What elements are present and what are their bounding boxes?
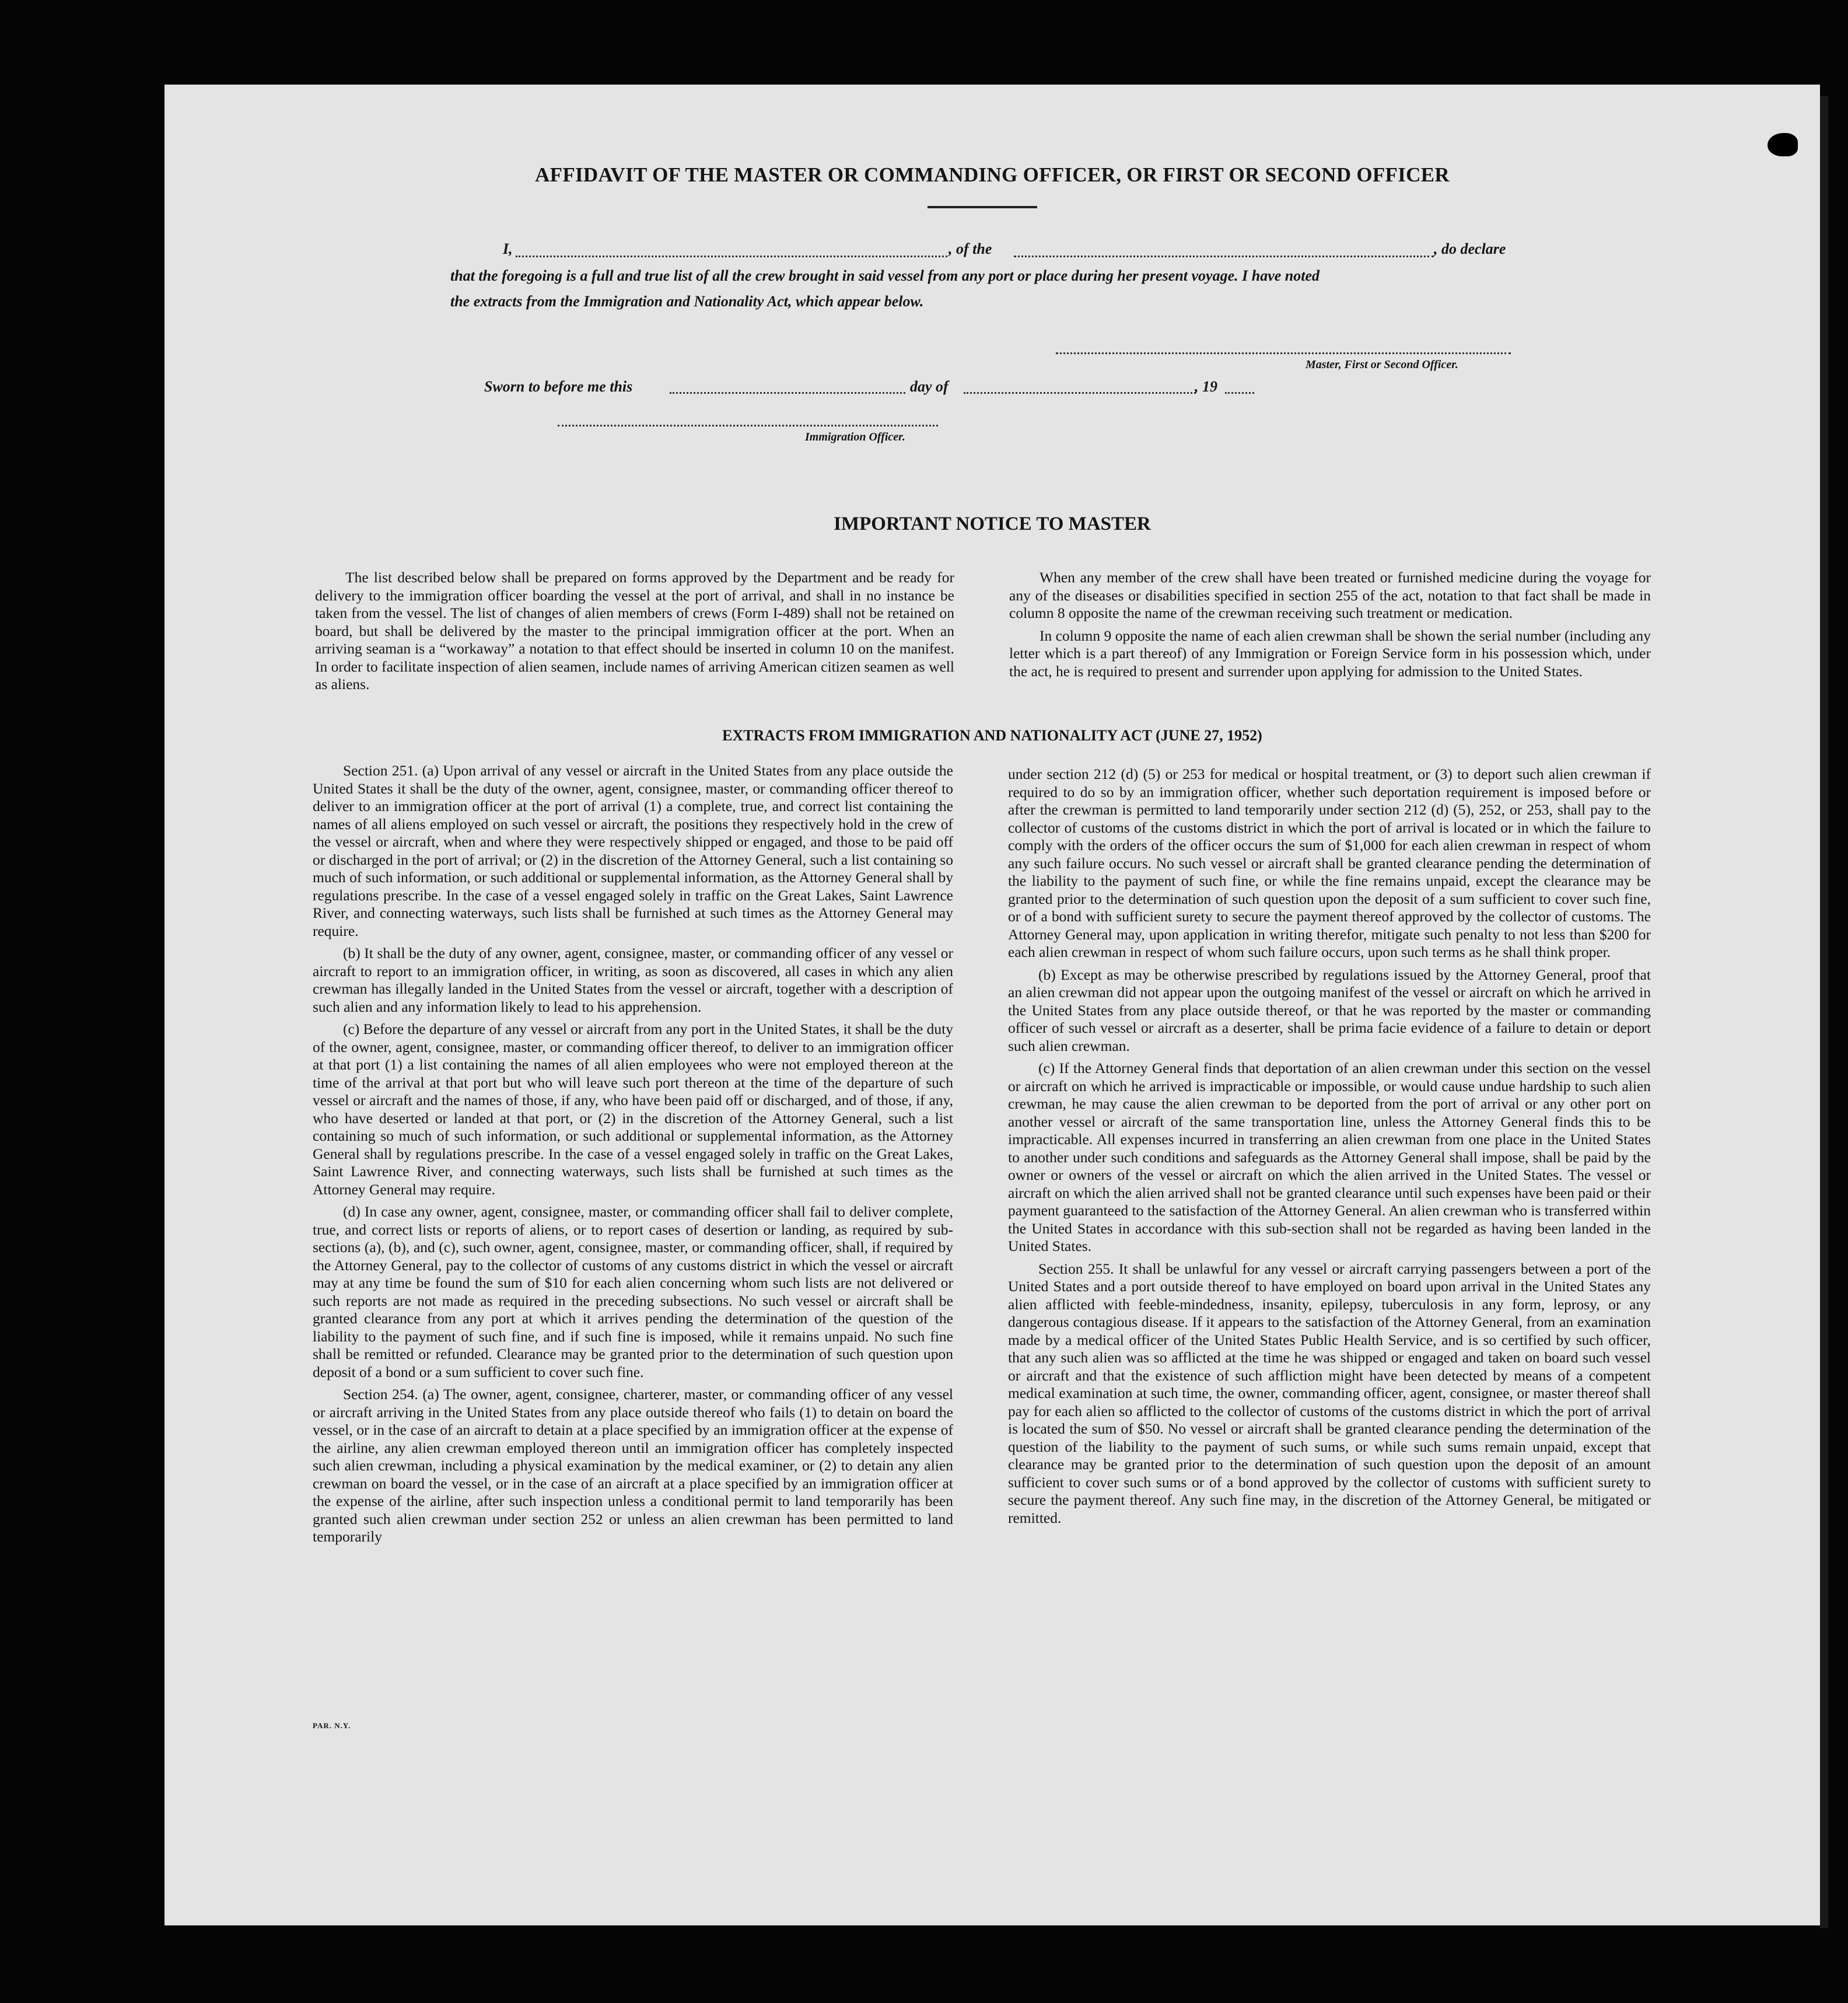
affidavit-line-1: that the foregoing is a full and true list of all the crew brought in said vessel from any port or place during her present voyage. I have noted (450, 267, 1320, 284)
immigration-officer-label: Immigration Officer. (805, 431, 905, 443)
page-shadow (1820, 96, 1828, 1928)
notice-right-paragraph-1: When any member of the crew shall have been treated or furnished medicine during the voyage for any of the diseases or disabilities specified in section 255 of the act, notation to that fact shall be made in column 8 opposite the name of the crewman receiving such treatment or medication. (1009, 569, 1651, 621)
master-signature-label: Master, First or Second Officer. (1306, 358, 1458, 371)
sworn-month-blank[interactable] (964, 392, 1196, 394)
master-signature-line[interactable] (1056, 352, 1511, 354)
vessel-blank[interactable] (1014, 256, 1434, 257)
declare-label: , do declare (1434, 240, 1506, 257)
notice-right-paragraph-2: In column 9 opposite the name of each alien crewman shall be shown the serial number (including any letter which is a part thereof) of any Immigration or Foreign Service form in his possession which, under the act, he is required to present and surrender upon applying for admission to the United States. (1009, 627, 1651, 680)
section-255: Section 255. It shall be unlawful for any vessel or aircraft carrying passengers between a port of the United States and a port outside thereof to have employed on board upon arrival in the United States any alien afflicted with feeble-mindedness, insanity, epilepsy, tuberculosis in any form, leprosy, or any dangerous contagious disease. If it appears to the satisfaction of the Attorney General, from an examination made by a medical officer of the United States Public Health Service, and is so certified by such officer, that any such alien was so afflicted at the time he was shipped or engaged and taken on board such vessel or aircraft and that the existence of such affliction might have been detected by means of a competent medical examination at such time, the owner, commanding officer, agent, consignee, or master thereof shall pay for each alien so afflicted to the collector of customs of the customs district in which the port of arrival is located the sum of $50. No vessel or aircraft shall be granted clearance pending the determination of the question of the liability to the payment of such sums, or while such sums remain unpaid, except that clearance may be granted prior to the determination of such question upon the deposit of an amount sufficient to cover such sums or of a bond approved by the collector of customs with sufficient surety to secure the payment thereof. Any such fine may, in the discretion of the Attorney General, be mitigated or remitted. (1008, 1260, 1651, 1526)
extracts-left-column (313, 762, 953, 1551)
notice-left-paragraph: The list described below shall be prepared on forms approved by the Department and be ready for delivery to the immigration officer boarding the vessel at the port of arrival, and shall in no instance be taken from the vessel. The list of changes of alien members of crews (Form I-489) shall not be retained on board, but shall be delivered by the master to the principal immigration officer at the port. When an arriving seaman is a “workaway” a notation to that effect should be inserted in column 10 on the manifest. In order to facilitate inspection of alien seamen, include names of arriving American citizen seamen as well as aliens. (315, 569, 954, 693)
section-251a: Section 251. (a) Upon arrival of any vessel or aircraft in the United States from any place outside the United States it shall be the duty of the owner, agent, consignee, master, or commanding officer thereof to deliver to an immigration officer at the port of arrival (1) a complete, true, and correct list containing the names of all aliens employed on such vessel or aircraft, the positions they respectively hold in the crew of the vessel or aircraft, when and where they were respectively shipped or engaged, and those to be paid off or discharged in the port of arrival; or (2) in the discretion of the Attorney General, such a list containing so much of such information, or such additional or supplemental information, as the Attorney General shall by regulations prescribe. In the case of a vessel engaged solely in traffic on the Great Lakes, Saint Lawrence River, and connecting waterways, such lists shall be furnished at such times as the Attorney General may require. (313, 762, 953, 939)
name-blank[interactable] (516, 256, 947, 257)
section-254b: (b) Except as may be otherwise prescribed by regulations issued by the Attorney General, proof that an alien crewman did not appear upon the outgoing manifest of the vessel or aircraft on which he arrived in the United States from any place outside thereof, or that he was reported by the master or commanding officer of such vessel or aircraft as a deserter, shall be prima facie evidence of a failure to detain or deport such alien crewman. (1008, 966, 1651, 1054)
sworn-day-blank[interactable] (670, 392, 905, 394)
section-254a: Section 254. (a) The owner, agent, consignee, charterer, master, or commanding officer of any vessel or aircraft arriving in the United States from any place outside thereof who fails (1) to detain on board the vessel, or in the case of an aircraft to detain at a place specified by an immigration officer at the expense of the airline, any alien crewman employed thereon until an immigration officer has completely inspected such alien crewman, including a physical examination by the medical examiner, or (2) to detain any alien crewman on board the vessel, or in the case of an aircraft at a place specified by an immigration officer at the expense of the airline, after such inspection unless a conditional permit to land temporarily has been granted such alien crewman under section 252 or unless an alien crewman has been permitted to land temporarily (313, 1386, 953, 1545)
day-of-label: day of (910, 378, 949, 395)
i-label: I, (503, 240, 513, 257)
ink-blot (1768, 133, 1798, 156)
year-label: , 19 (1195, 378, 1217, 395)
notice-heading: IMPORTANT NOTICE TO MASTER (834, 513, 1151, 534)
of-the-label: , of the (949, 240, 992, 257)
affidavit-title: AFFIDAVIT OF THE MASTER OR COMMANDING OFFICER, OR FIRST OR SECOND OFFICER (535, 163, 1450, 186)
immigration-officer-line[interactable] (558, 425, 938, 427)
notice-right-column (1009, 569, 1651, 685)
affidavit-line-2: the extracts from the Immigration and Nationality Act, which appear below. (450, 293, 924, 310)
section-254c: (c) If the Attorney General finds that deportation of an alien crewman under this section on the vessel or aircraft on which he arrived is impracticable or impossible, or would cause undue hardship to such alien crewman, he may cause the alien crewman to be deported from the port of arrival or any other port on another vessel or aircraft of the same transportation line, unless the Attorney General finds this to be impracticable. All expenses incurred in transferring an alien crewman from one place in the United States to another under such conditions and safeguards as the Attorney General shall impose, shall be paid by the owner or owners of the vessel or aircraft on which the alien arrived in the United States. The vessel or aircraft on which the alien arrived shall not be granted clearance until such expenses have been paid or their payment guaranteed to the satisfaction of the Attorney General. An alien crewman who is transferred within the United States in accordance with this sub-section shall not be regarded as having been landed in the United States. (1008, 1060, 1651, 1254)
title-rule (928, 206, 1037, 208)
notice-left-column (315, 569, 954, 698)
sworn-year-blank[interactable] (1225, 392, 1254, 394)
section-251d: (d) In case any owner, agent, consignee, master, or commanding officer shall fail to deliver complete, true, and correct lists or reports of aliens, or to report cases of desertion or landing, as required by sub-sections (a), (b), and (c), such owner, agent, consignee, master, or commanding officer, shall, if required by the Attorney General, pay to the collector of customs of any customs district in which the vessel or aircraft may at any time be found the sum of $10 for each alien concerning whom such lists are not delivered or such reports are not made as required in the preceding subsections. No such vessel or aircraft shall be granted clearance from any port at which it arrives pending the determination of the question of the liability to the payment of such fine, and if such fine is imposed, while it remains unpaid. No such fine shall be remitted or refunded. Clearance may be granted prior to the determination of such question upon deposit of a bond or a sum sufficient to cover such fine. (313, 1203, 953, 1380)
extracts-heading: EXTRACTS FROM IMMIGRATION AND NATIONALITY ACT (JUNE 27, 1952) (722, 727, 1262, 744)
printer-mark: PAR. N.Y. (313, 1721, 351, 1730)
sworn-label: Sworn to before me this (484, 378, 633, 395)
section-254a-continued: under section 212 (d) (5) or 253 for medical or hospital treatment, or (3) to deport such alien crewman if required to do so by an immigration officer, whether such deportation requirement is imposed before or after the crewman is permitted to land temporarily under section 212 (d) (5), 252, or 253, shall pay to the collector of customs of the customs district in which the port of arrival is located or in which the failure to comply with the orders of the officer occurs the sum of $1,000 for each alien crewman in respect of whom any such failure occurs. No such vessel or aircraft shall be granted clearance pending the determination of the liability to the payment of such fine, or while the fine remains unpaid, except the clearance may be granted prior to the determination of such question upon the deposit of a sum sufficient to cover such fine, or of a bond with sufficient surety to secure the payment thereof approved by the collector of customs. The Attorney General may, upon application in writing therefor, mitigate such penalty to not less than $200 for each alien crewman in respect of whom such failure occurs, upon such terms as he shall think proper. (1008, 765, 1651, 960)
section-251c: (c) Before the departure of any vessel or aircraft from any port in the United States, it shall be the duty of the owner, agent, consignee, master, or commanding officer thereof, to deliver to an immigration officer at that port (1) a list containing the names of all alien employees who were not employed thereon at the time of the arrival at that port but who will leave such port thereon at the time of the departure of such vessel or aircraft and the names of those, if any, who have been paid off or discharged, and of those, if any, who have deserted or landed at that port, or (2) in the discretion of the Attorney General, such a list containing so much of such information, or such additional or supplemental information, as the Attorney General shall by regulations prescribe. In the case of a vessel engaged solely in traffic on the Great Lakes, Saint Lawrence River, and connecting waterways, such lists shall be furnished at such times as the Attorney General may require. (313, 1020, 953, 1198)
section-251b: (b) It shall be the duty of any owner, agent, consignee, master, or commanding officer of any vessel or aircraft to report to an immigration officer, in writing, as soon as discovered, all cases in which any alien crewman has illegally landed in the United States from the vessel or aircraft, together with a description of such alien and any information likely to lead to his apprehension. (313, 945, 953, 1015)
extracts-right-column (1008, 765, 1651, 1532)
